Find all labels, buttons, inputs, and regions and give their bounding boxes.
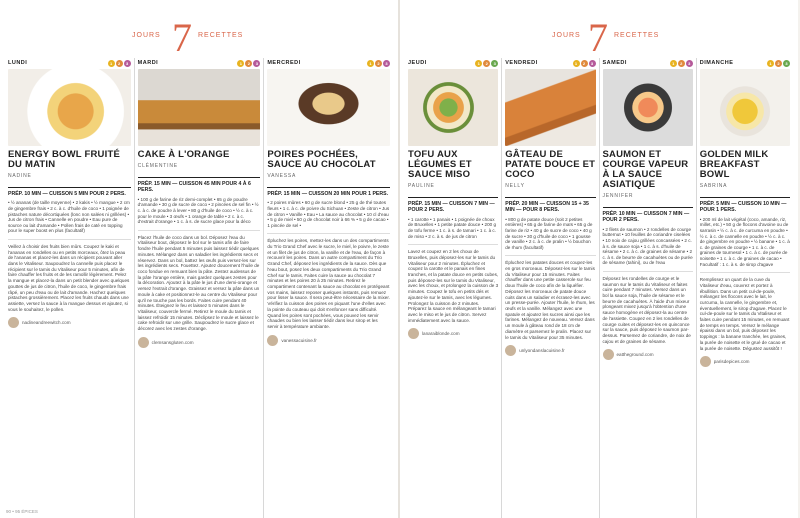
badge-icon: 1 xyxy=(237,60,244,67)
recipe-photo xyxy=(505,69,595,146)
badge-icon: 2 xyxy=(775,60,782,67)
badge-icon: 3 xyxy=(383,60,390,67)
recipe-ingredients: • ½ ananas (de taille moyenne) • 2 kakis • ½ mangue • 2 cm de gingembre frais • 2 c. à c. d'huile de coco • 1 poignée de pistaches nature décortiquées (lonc non salées ni grillées) • Jus de citron frais • Cannelle en poudre • Eau pure de source ou lait d'amande • Pollen frais de caté en topping pour le super boost en plus (facultatif) xyxy=(8,200,130,234)
recipe-prep: PRÉP. 15 MIN — CUISSON 45 MIN POUR 4 À 6 PERS. xyxy=(138,177,261,194)
recipe-ingredients: • 100 g de farine de riz demi-complet • 65 g de poudre d'amande • 30 g de sucre de coco • 2 pincées de sel fin • ½ c. à c. de poudre à lever • 80 g d'huile de coco • ½ c. à c. pour le moule • 3 œufs • 1 orange de table • 2 c. à c. d'extrait d'orange • 1 c. à s. de sucre glace pour la déco xyxy=(137,196,259,225)
header-recettes: RECETTES xyxy=(198,32,244,39)
handle-text: eattheground.com xyxy=(616,352,654,358)
badge-icon: 3 xyxy=(686,60,693,67)
recipe-title: TOFU AUX LÉGUMES ET SAUCE MISO xyxy=(408,149,472,180)
difficulty-badges xyxy=(367,60,390,67)
recipe-prep: PRÉP. 5 MIN — CUISSON 10 MIN — POUR 1 PERS. xyxy=(700,197,790,214)
recipe-prep: PRÉP. 20 MIN — CUISSON 15 + 35 MIN — POUR 8 PERS. xyxy=(505,197,595,214)
badge-icon: 1 xyxy=(767,60,774,67)
day-label: LUNDI xyxy=(8,60,28,66)
author-handle xyxy=(408,328,498,339)
badge-icon: 2 xyxy=(116,60,123,67)
recipe-ingredients: • 2 poires mûres • 60 g de sucre blond • 25 g de thé toutes fleurs • 1 c. à c. de poivre du Sichuan • Zeste de citron • Jus de citron • Vanille • Eau • La sauce au chocolat • 10 cl d'eau • 5 g de miel • 50 g de chocolat noir à 66 % • 5 g de cacao • 1 pincée de sel • xyxy=(267,200,390,228)
avatar xyxy=(8,317,19,328)
recipe-steps: Déposez les rondelles de courge et le saumon sur le tamis du Vitaliseur et faites cuire pendant 7 minutes. Versez dans un bol la sauce soja, l'huile de sésame et le beurre de cacahuètes. À l'aide d'un mixeur plongeant mixez jusqu'à l'obtention d'une sauce homogène et déposez-la au centre de l'assiette. Coupez en 2 les rondelles de courge cuites et déposez-les en quinconce sur la sauce, puis déposez le saumon par-dessus. Parsemez de coriandre, de noix de cajou et de graines de sésame. xyxy=(603,271,693,344)
handle-text: nadineandreewitch.com xyxy=(22,320,71,326)
recipe-steps: Lavez et coupez en 2 les choux de Bruxelles, puis déposez-les sur le tamis du Vitaliseur pour 2 minutes. Épluchez et coupez la carotte et le panais en fines tranches, et la patate douce en petits cubes, puis déposez-les sur le tamis du Vitaliseur, avec les choux, et prolongez la cuisson de 3 minutes. Coupez le tofu en petits dés et ajoutez-le sur le tamis, avec les légumes. Prolongez la cuisson de 2 minutes. Préparez la sauce en mélangeant le tamari avec le miso et le jus de citron. Servez immédiatement avec la sauce. xyxy=(408,244,498,323)
page-footer: 90 • 95 ÉPICES xyxy=(6,509,38,514)
avatar xyxy=(138,337,149,348)
handle-text: lanaraiblonde.com xyxy=(422,331,460,337)
recipe-column-lundi xyxy=(5,58,134,518)
recipe-prep: PRÉP. 10 MIN — CUISSON 5 MIN POUR 2 PERS. xyxy=(8,187,131,197)
badge-icon: 1 xyxy=(367,60,374,67)
difficulty-badges xyxy=(767,60,790,67)
recipe-ingredients: • 1 carotte • 1 panais • 1 poignée de choux de Bruxelles • 1 petite patate douce • 200 g de tofu ferme • 1 c. à s. de tamari • 1 c. à c. de miso • 2 c. à s. de jus de citron xyxy=(408,216,497,239)
recipe-column-mercredi xyxy=(263,58,393,518)
recipe-steps: Remplissez un quart de la cuve du Vitaliseur d'eau, couvrez et portez à ébullition. Dans un petit cul-de-poule, mélangez les flocons avec le lait, le curcuma, la cannelle, le gingembre et, éventuellement, le sirop d'agave. Placez le cul-de-poule sur le tamis du Vitaliseur et faites cuire pendant 15 minutes, en remuant de temps en temps. Versez le mélange épaissi dans un bol, puis déposez les toppings : la banane tranchée, les graines, la purée de noisette et le grué de cacao et la purée de noisette. Dégustez aussitôt ! xyxy=(700,272,790,351)
day-label: SAMEDI xyxy=(602,60,627,66)
difficulty-badges xyxy=(108,60,131,67)
day-label: MERCREDI xyxy=(267,60,301,66)
recipe-photo xyxy=(700,69,790,146)
recipe-author: NELLY xyxy=(505,183,525,189)
header-jours: JOURS xyxy=(132,32,161,39)
badge-icon: 1 xyxy=(670,60,677,67)
recipe-prep: PRÉP. 15 MIN — CUISSON 20 MIN POUR 1 PERS. xyxy=(267,187,390,197)
handle-text: parisdepices.com xyxy=(713,359,750,365)
recipe-author: PAULINE xyxy=(408,183,435,189)
recipe-photo xyxy=(267,69,390,146)
author-handle xyxy=(700,356,790,367)
recipe-steps: Épluchez les poires, mettez-les dans un des compartiments du Trio Grand Chef avec le sucre, le miel, le poivre, le zeste et un filet de jus de citron, la vanille et de l'eau, de façon à recouvrir les poires. Dans un autre compartiment du Trio Grand Chef, déposez les ingrédients de la sauce. Dès que l'eau bout, posez les deux compartiments du Trio Grand Chef sur le tamis. Faites cuire la sauce au chocolat 7 minutes et les poires 20 à 25 minutes. Retirez le compartiment contenant la sauce au chocolat en protégeant vos mains, laissez reposer quelques instants, puis remuez pour lisser la sauce. Il sera peut-être nécessaire de la mixer. Vérifiez la cuisson des poires en piquant l'une d'elles avec la pointe du couteau qui doit s'enfoncer sans difficulté. Quand les poires sont pochées, vous pouvez les servir chaudes ou bien les laisser tiédir dans leur sirop et les servir à température ambiante. xyxy=(267,233,390,329)
badge-icon: 2 xyxy=(483,60,490,67)
badge-icon: 2 xyxy=(678,60,685,67)
right-page xyxy=(400,0,798,518)
header-jours: JOURS xyxy=(552,32,581,39)
author-handle xyxy=(138,337,261,348)
difficulty-badges xyxy=(237,60,260,67)
recipe-author: JENNIFER xyxy=(602,193,634,199)
recipe-prep: PRÉP. 10 MIN — CUISSON 7 MIN — POUR 2 PERS. xyxy=(603,207,693,224)
badge-icon: 1 xyxy=(573,60,580,67)
recipe-title: GÂTEAU DE PATATE DOUCE ET COCO xyxy=(505,149,596,180)
day-label: DIMANCHE xyxy=(699,60,734,66)
difficulty-badges xyxy=(475,60,498,67)
recipe-title: GOLDEN MILK BREAKFAST BOWL xyxy=(699,149,769,180)
badge-icon: 3 xyxy=(589,60,596,67)
recipe-author: VANESSA xyxy=(267,173,297,179)
badge-icon: 2 xyxy=(375,60,382,67)
recipe-photo xyxy=(138,69,261,146)
recipe-author: NADINE xyxy=(8,173,32,179)
recipe-author: SABRINA xyxy=(699,183,728,189)
recipe-photo xyxy=(408,69,498,146)
recipe-ingredients: • 800 g de patate douce (soit 2 petites entières) • 65 g de farine de maïs • 65 g de farine de riz • 40 g de sucre de coco • 40 g de sucre • 30 g d'huile de coco • 1 gousse de vanille • 2 c. à c. de pralin • ½ bouchon de rhum (facultatif) xyxy=(505,216,593,250)
badge-icon: 1 xyxy=(108,60,115,67)
recipe-column-jeudi xyxy=(405,58,501,518)
recipe-steps: Veillez à choisir des fruits bien mûrs. Coupez le kaki et l'ananas en rondelles ou en petits morceaux, ôtez la peau de l'ananas et placez-les dans un récipient pouvant aller dans le Vitaliseur. Saupoudrez la cannelle puis placez le récipient sur le tamis du Vitaliseur pour 5 minutes, afin de faire chauffer les fruits et de les ramollir légèrement. Pelez la mangue et placez-la dans un petit blender avec quelques gouttes de jus de citron, l'huile de coco, le gingembre frais râpé, un peu d'eau ou de lait d'amande. Hachez quelques pistaches grossièrement. Placez les fruits chauds dans une assiette, versez la sauce à la mangue dessus et ajoutez, si vous le souhaitez, le pollen. xyxy=(8,239,131,312)
day-label: VENDREDI xyxy=(505,60,538,66)
header-number: 7 xyxy=(172,15,192,60)
avatar xyxy=(603,349,614,360)
avatar xyxy=(700,356,711,367)
day-label: MARDI xyxy=(137,60,159,66)
recipe-title: POIRES POCHÉES, SAUCE AU CHOCOLAT xyxy=(267,149,376,170)
page-header xyxy=(400,15,798,60)
recipe-photo xyxy=(603,69,693,146)
author-handle xyxy=(505,345,595,356)
page-header xyxy=(0,15,398,60)
difficulty-badges xyxy=(573,60,596,67)
recipe-column-dimanche xyxy=(696,58,793,518)
difficulty-badges xyxy=(670,60,693,67)
recipe-ingredients: • 200 ml de lait végétal (coco, amande, riz, millet, etc.) • 50 g de flocons d'avoine ou de sarrasin • ½ c. à c. de curcuma en poudre • ½ c. à c. de cannelle en poudre • ½ c. à c. de gingembre en poudre • ½ banane • 1 c. à c. de graines de courge • 1 c. à c. de graines de tournesol • 1 c. à c. de purée de noisette • 1 c. à c. de graines de cacao • Facultatif : 1 c. à s. de sirop d'agave xyxy=(699,216,790,267)
day-label: JEUDI xyxy=(408,60,427,66)
author-handle xyxy=(603,349,693,360)
badge-icon: 2 xyxy=(245,60,252,67)
avatar xyxy=(505,345,516,356)
recipe-author: CLÉMENTINE xyxy=(137,163,178,169)
recipe-column-mardi xyxy=(134,58,264,518)
badge-icon: 2 xyxy=(581,60,588,67)
handle-text: vanessacuisine.fr xyxy=(281,337,317,343)
recipe-photo xyxy=(8,69,131,146)
recipe-steps: Placez l'huile de coco dans un bol. Déposez l'eau du Vitaliseur bout, déposez le bol sur le tamis afin de faire fondre l'huile pendant 5 minutes puis laissez tiédir quelques minutes. Mélangez dans un saladier les ingrédients secs et réservez. Dans un bol, battez les œufs puis versez-les sur les ingrédients secs. Fouettez. Ajoutez doucement l'huile de coco fondue en remuant bien la pâte. Zestez audessus de la pâte l'orange entière, mais gardez quelques zestes pour la décoration. Ajoutez à la pâte le jus d'une demi-orange et versez l'extrait d'orange. Graissez et versez la pâte dans un moule à cake et positionnez-le au centre du Vitaliseur pour qu'il ne touche pas les bords. Faites cuire pendant 40 minutes. Éteignez le feu et laissez 5 minutes dans le Vitaliseur, couvercle fermé. Retirez le moule du tamis et laissez refroidir 15 minutes. Déclipsez le moule et laissez le cake refroidir sur une grille. Saupoudrez le sucre glace et décorez avec les zestes d'orange. xyxy=(138,230,261,332)
recipe-title: CAKE À L'ORANGE xyxy=(137,149,230,160)
header-recettes: RECETTES xyxy=(614,32,660,39)
handle-text: clemsansgluten.com xyxy=(151,339,194,345)
badge-icon: 1 xyxy=(475,60,482,67)
recipe-title: SAUMON ET COURGE VAPEUR À LA SAUCE ASIATIQUE xyxy=(602,149,689,190)
recipe-title: ENERGY BOWL FRUITÉ DU MATIN xyxy=(8,149,120,170)
handle-text: unlyondanslacuisine.fr xyxy=(519,348,565,354)
recipe-ingredients: • 2 filets de saumon • 2 rondelles de courge butternut • 10 feuilles de coriandre ciselées • 10 noix de cajou grillées concassées • 2 c. à s. de sauce soja • 1 c. à s. d'huile de sésame • 2 c. à c. de graines de sésame • 2 c. à s. de beurre de cacahuètes ou de purée de sésame (tahini), ou de l'eau xyxy=(602,226,693,266)
badge-icon: 3 xyxy=(124,60,131,67)
recipe-column-vendredi xyxy=(501,58,598,518)
author-handle xyxy=(267,335,390,346)
recipe-column-samedi xyxy=(599,58,696,518)
header-number: 7 xyxy=(588,15,608,60)
badge-icon: 3 xyxy=(783,60,790,67)
badge-icon: 3 xyxy=(491,60,498,67)
avatar xyxy=(267,335,278,346)
author-handle xyxy=(8,317,131,328)
avatar xyxy=(408,328,419,339)
recipe-prep: PRÉP. 15 MIN — CUISSON 7 MIN — POUR 2 PERS. xyxy=(408,197,498,214)
badge-icon: 3 xyxy=(253,60,260,67)
recipe-steps: Épluchez les patates douces et coupez-les en gros morceaux. Déposez-les sur le tamis du Vitaliseur pour 15 minutes. Faites chauffer dans une petite casserole sur feu doux l'huile de coco afin de la liquéfier. Déposez les morceaux de patate douce cuits dans un saladier et écrasez-les avec un presse-purée. Ajouter l'huile, le rhum, les œufs et la vanille. Mélangez avec une spatule et ajoutez les sucres ainsi que les farines. Mélangez de nouveau. Versez dans un moule à gâteau rond de 18 cm de diamètre et parsemez le pralin. Placez sur le tamis du Vitaliseur pour 35 minutes. xyxy=(505,255,595,340)
